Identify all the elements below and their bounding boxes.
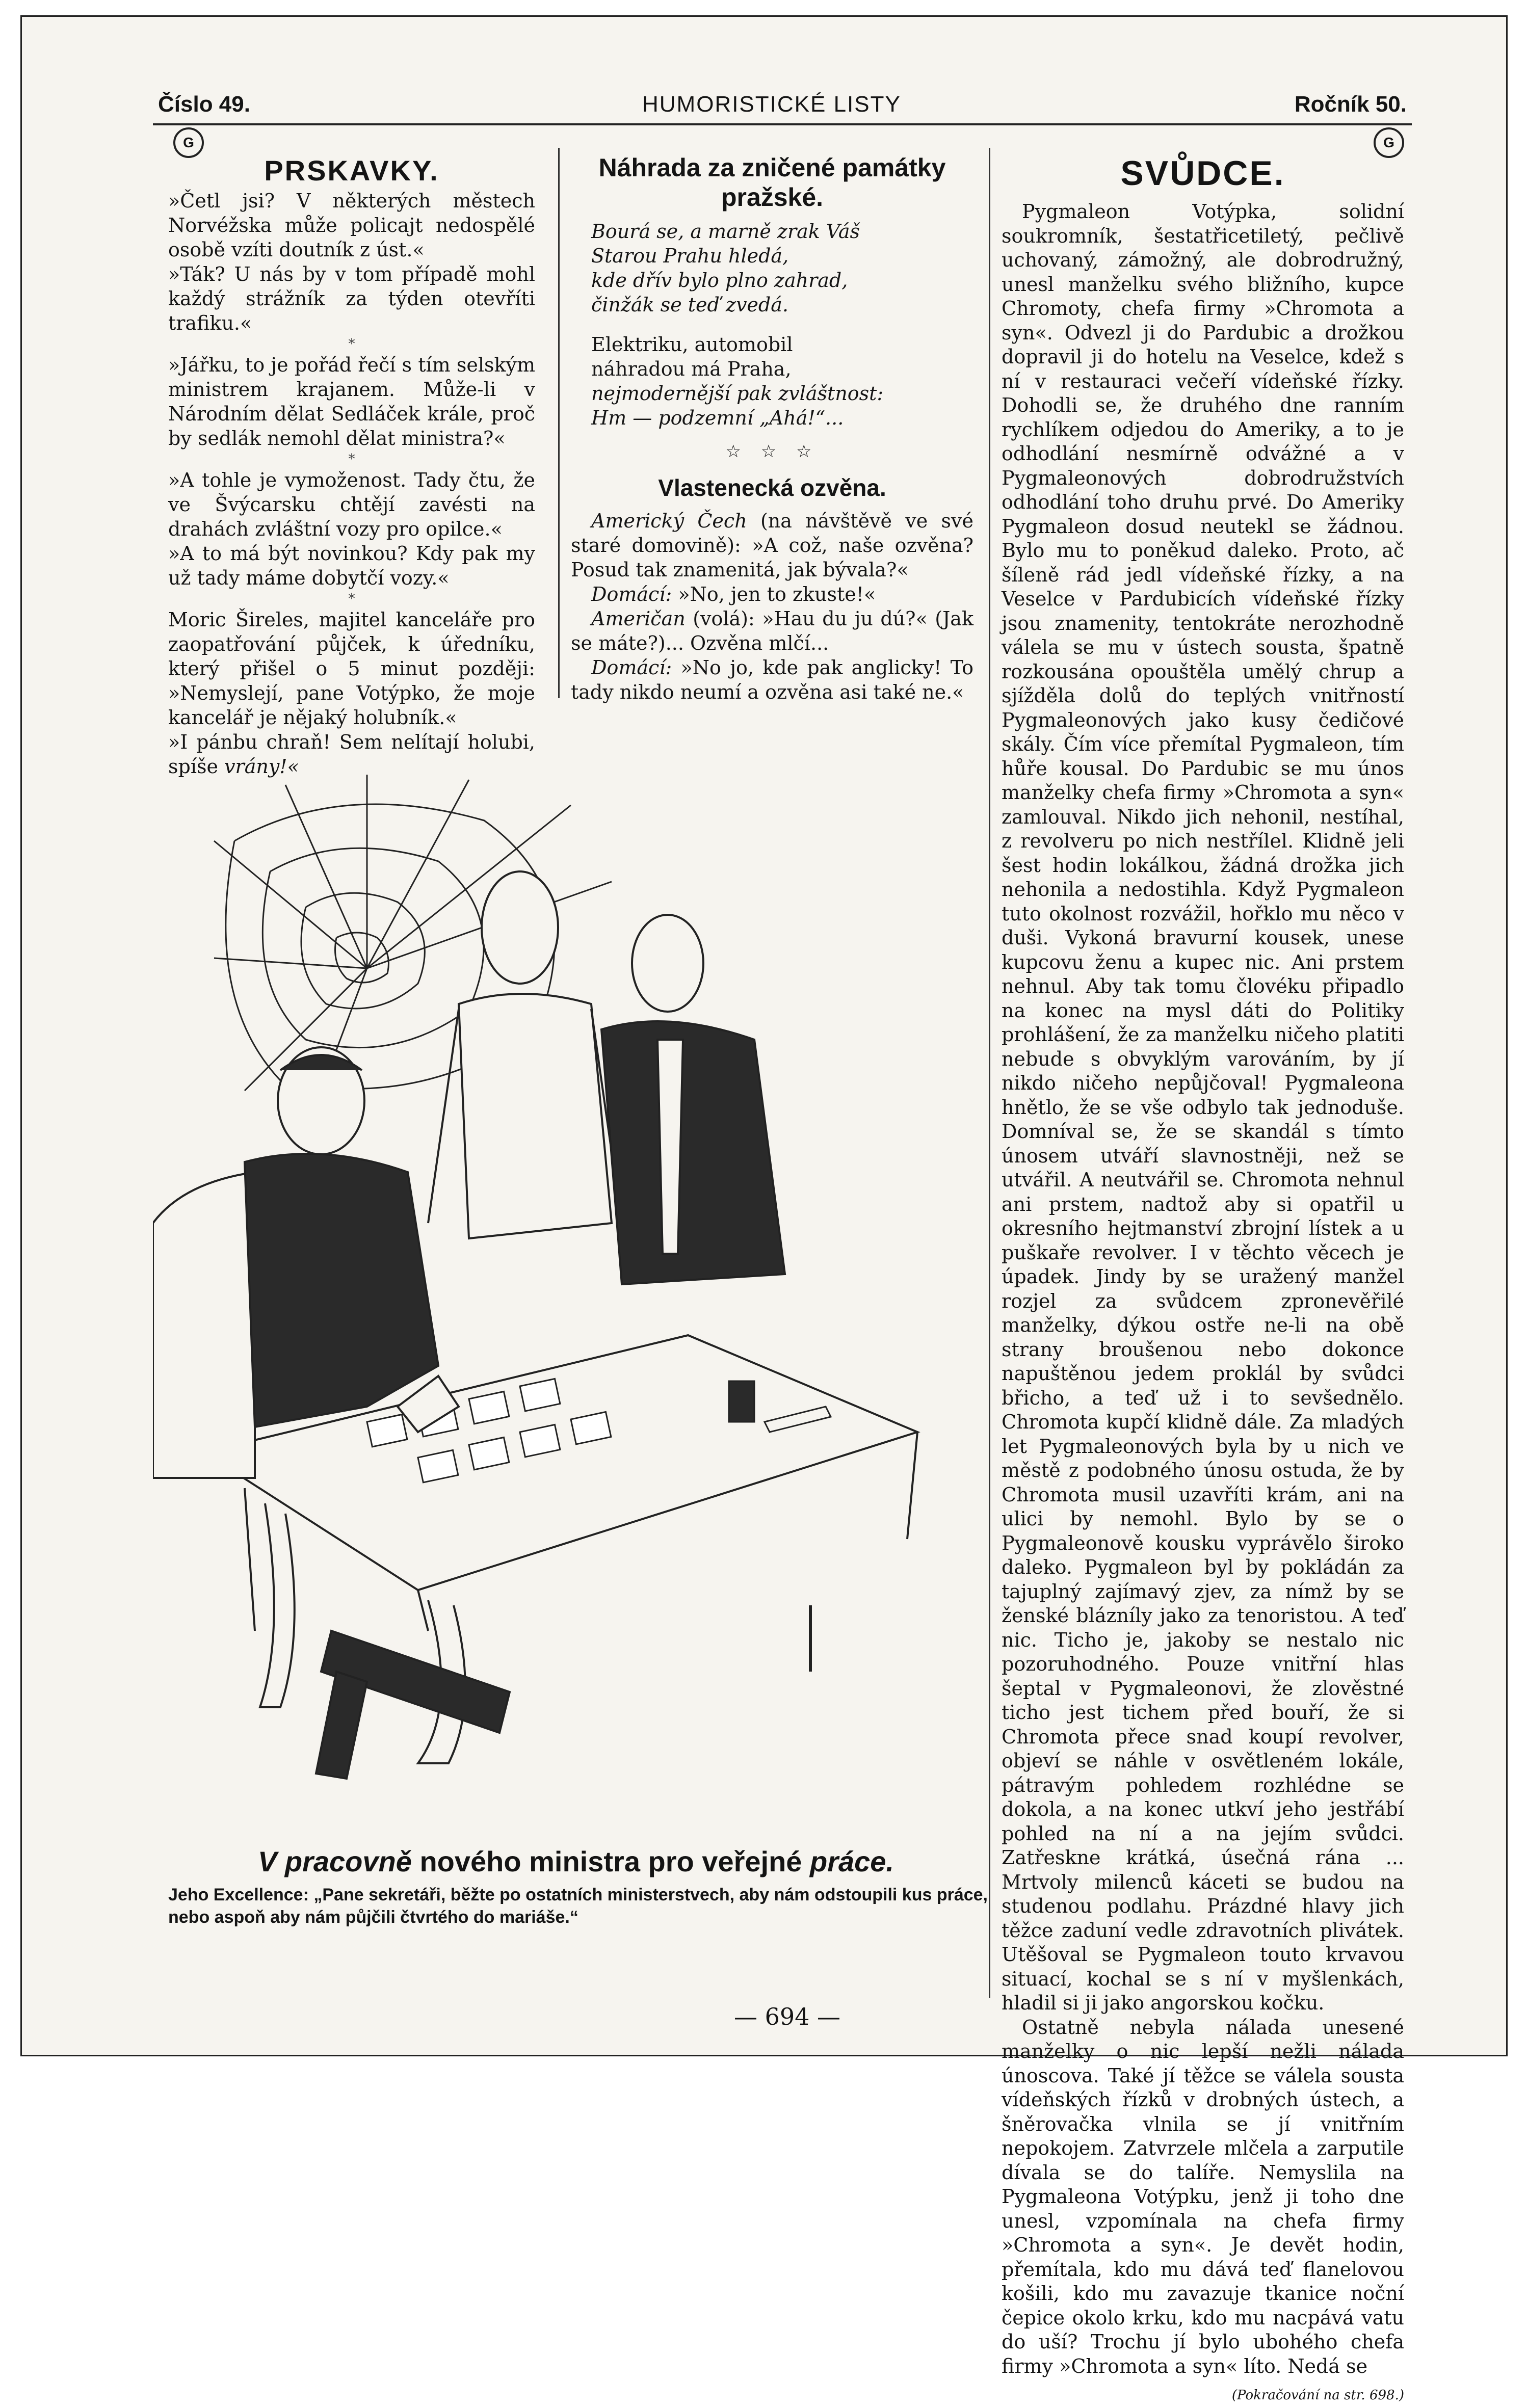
star-divider: ☆ ☆ ☆	[725, 441, 819, 462]
issue-number: Číslo 49.	[158, 92, 250, 117]
paragraph	[571, 655, 973, 704]
text-span-italic: vrány!«	[224, 755, 299, 778]
caption-title	[153, 1845, 999, 1878]
journal-logo-right: G	[1374, 127, 1404, 158]
speaker: Domácí:	[591, 656, 672, 679]
verse: Bourá se, a marně zrak Váš	[591, 220, 860, 243]
article-title: Vlastenecká ozvěna.	[658, 474, 886, 501]
speaker: Američan	[591, 607, 686, 630]
standing-secretary-figure	[601, 915, 785, 1284]
paragraph: Ostatně nebyla nálada unesené manželky o nic lepší nežli nálada únoscova. Také jí těžce se válela sousta vídeňských řízků v drobných ústech, a šněrovačka vlnila se jí vnitřním nepokojem. Zatvrzele mlčela a zarputile dívala se do talíře. Nemyslila na Pygmaleona Votýpku, jenž ji toho dne unesl, vzpomínala na chefa firmy »Chromota a syn«. Je devět hodin, přemítala, kdo mu dává teď flanelovou košili, kdo mu zavazuje tkanice noční čepice okolo krku, kdo mu nacpává vatu do uší? Trochu jí bylo ubohého chefa firmy »Chromota a syn« líto. Nedá se	[1002, 2016, 1404, 2377]
page-header	[158, 92, 1407, 122]
column-prskavky	[168, 153, 535, 779]
article-title: SVŮDCE.	[1120, 154, 1285, 193]
verse: Hm — podzemní „Ahá!“...	[591, 407, 844, 429]
text-span: (volá): »Hau du ju dú?« (Jak se máte?)... Ozvěna mlčí...	[571, 607, 973, 654]
cartoon-caption	[153, 1845, 999, 1928]
paragraph: »A tohle je vymoženost. Tady čtu, že ve Švýcarsku chtějí zavésti na drahách zvláštní vozy pro opilce.«	[168, 469, 535, 540]
cartoon-illustration	[153, 764, 989, 1809]
standing-official-figure	[428, 871, 622, 1238]
journal-title: HUMORISTICKÉ LISTY	[642, 92, 901, 117]
verse: Starou Prahu hledá,	[591, 245, 789, 267]
verse: činžák se teď zvedá.	[591, 294, 788, 316]
speaker: Domácí:	[591, 583, 672, 605]
text-span: »No jo, kde pak anglicky! To tady nikdo neumí a ozvěna asi také ne.«	[571, 656, 973, 703]
column-rule-1	[558, 148, 560, 698]
text-span: »No, jen to zkuste!«	[672, 583, 876, 605]
header-rule	[153, 123, 1412, 125]
paragraph: Moric Šireles, majitel kanceláře pro zaopatřování půjček, k úředníku, který přišel o 5 minut později: »Nemyslejí, pane Votýpko, že moje kancelář je nějaký holubník.«	[168, 608, 535, 729]
separator: *	[348, 336, 355, 352]
paragraph	[571, 606, 973, 655]
article-title: PRSKAVKY.	[264, 154, 439, 187]
separator: *	[348, 452, 355, 467]
journal-logo-left: G	[173, 127, 204, 158]
paragraph: »A to má být novinkou? Kdy pak my už tady máme dobytčí vozy.«	[168, 542, 535, 589]
paragraph	[571, 582, 973, 606]
paragraph: »Ták? U nás by v tom případě mohl každý strážník za týden otevříti trafiku.«	[168, 263, 535, 334]
text-span: V pracovně	[257, 1845, 412, 1877]
page-number: — 694 —	[734, 2003, 841, 2030]
speaker: Americký Čech	[591, 510, 747, 532]
paragraph: Pygmaleon Votýpka, solidní soukromník, šestatřicetiletý, pečlivě uchovaný, zámožný, ale dobrodružný, unesl manželku svého bližního, kupce Chromoty, chefa firmy »Chromota a syn«. Odvezl ji do Pardubic a drožkou dopravil ji do hotelu na Veselce, kdež s ní v restauraci večeří vídeňské řízky. Dohodli se, že druhého dne ranním rychlíkem odjedou do Ameriky, a to je odhodlání nesmírně odvážné a v Pygmaleonových dobrodružstvích odhodlání toho druhu prvé. Do Ameriky Pygmaleon dosud neutekl se žádnou. Bylo mu to poněkud daleko. Proto, ač šíleně rád jedl vídeňské řízky, a na Veselce v Pardubicích vídeňské řízky jsou znamenity, tentokráte nerozhodně válela se mu v ústech sousta, špatně rozkousána opouštěla umělý chrup a sjížděla dolů do teplých vnitřností Pygmaleonových jako kusy čedičové skály. Čím více přemítal Pygmaleon, tím hůře kousal. Do Pardubic se mu únos manželky chefa firmy »Chromota a syn« zamlouval. Nikdo jich nehonil, nestíhal, z revolveru po nich nestřílel. Klidně jeli šest hodin lokálkou, žádná drožka jich nehonila a nedostihla. Když Pygmaleon tuto okolnost rozvážil, hořklo mu něco v duši. Vykoná bravurní kousek, unese kupcovu ženu a kupec nic. Ani prstem nehnul. Aby tak tomu človéku připadlo na konec na mysl dáti do Politiky prohlášení, že za manželku ničeho platiti nebude s obvyklým varováním, by jí nikdo ničeho nepůjčoval! Pygmaleona hnětlo, že se vše odbylo tak jednoduše. Domníval se, že se skandál s tímto únosem utváří slavnostněji, než se utvářil. A neutvářil se. Chromota nehnul ani prstem, nadtož aby si opatřil u okresního hejtmanství zbrojní lístek a u puškaře revolver. I v těchto věcech je úpadek. Jindy by se uražený manžel rozjel za svůdcem zpronevěřilé manželky, dýkou ostře ne-li na obě strany broušenou nebo dokonce napuštěnou jedem proklál by svůdci břicho, a teď už i to sevšednělo. Chromota kupčí klidně dále. Za mladých let Pygmaleonových byla by u nich ve městě z podobného únosu ostuda, že by Chromota musil uzavříti krám, ani na ulici by nemohl. Bylo by se o Pygmaleonově kousku vyprávělo široko daleko. Pygmaleon byl by pokládán za tajuplný zajímavý zjev, za nímž by se ženské blázníly jako za tenoristou. A teď nic. Ticho je, jakoby se nestalo nic pozoruhodného. Pouze vnitřní hlas šeptal v Pygmaleonovi, že zlověstné ticho jest tichem před bouří, že si Chromota přece snad koupí revolver, objeví se náhle v osvětleném lokále, pátravým pohledem rozhlédne se dokola, a na konec utkví jeho jestřábí pohled na ní a na jejím svůdci. Zatřeskne krátká, úsečná rána ... Mrtvoly milenců káceti se budou na studenou podlahu. Prázdné hlavy jich těžce zaduní vedle zdravotních plivátek. Utěšoval se Pygmaleon touto krvavou situací, kochal se s ní v myšlenkách, hladil si ji jako angorskou kočku.	[1002, 200, 1404, 2014]
column-svudce	[1002, 153, 1404, 2408]
column-nahrada	[571, 153, 973, 704]
separator: *	[348, 591, 355, 606]
caption-text: Jeho Excellence: „Pane sekretáři, běžte po ostatních ministerstvech, aby nám odstoupili kus práce, nebo aspoň aby nám půjčili čtvrtého do mariáše.“	[168, 1885, 988, 1927]
paragraph	[571, 509, 973, 582]
paragraph: »Četl jsi? V některých městech Norvéžska může policajt nedospělé osobě vzíti doutník z úst.«	[168, 190, 535, 261]
verse: kde dřív bylo plno zahrad,	[591, 269, 848, 292]
poem-title: Náhrada za zničené památky pražské.	[598, 153, 946, 211]
poem	[571, 219, 973, 430]
text-span: práce.	[810, 1845, 894, 1877]
verse: nejmodernější pak zvláštnost:	[591, 382, 884, 405]
continuation-note: (Pokračování na str. 698.)	[1231, 2388, 1404, 2403]
verse: náhradou má Praha,	[591, 358, 792, 380]
paragraph: »Jářku, to je pořád řečí s tím selským ministrem krajanem. Může-li v Národním dělat Sedláček krále, proč by sedlák nemohl dělat ministra?«	[168, 354, 535, 449]
volume-number: Ročník 50.	[1294, 92, 1407, 117]
text-span: »I pánbu chraň! Sem nelítají holubi, spíše	[168, 731, 535, 778]
text-span: nového ministra pro veřejné	[411, 1845, 810, 1877]
column-rule-2	[989, 148, 990, 1998]
verse: Elektriku, automobil	[591, 333, 793, 356]
text-span: (na návštěvě ve své staré domovině): »A což, naše ozvěna? Posud tak znamenitá, jak bývala?«	[571, 510, 973, 581]
